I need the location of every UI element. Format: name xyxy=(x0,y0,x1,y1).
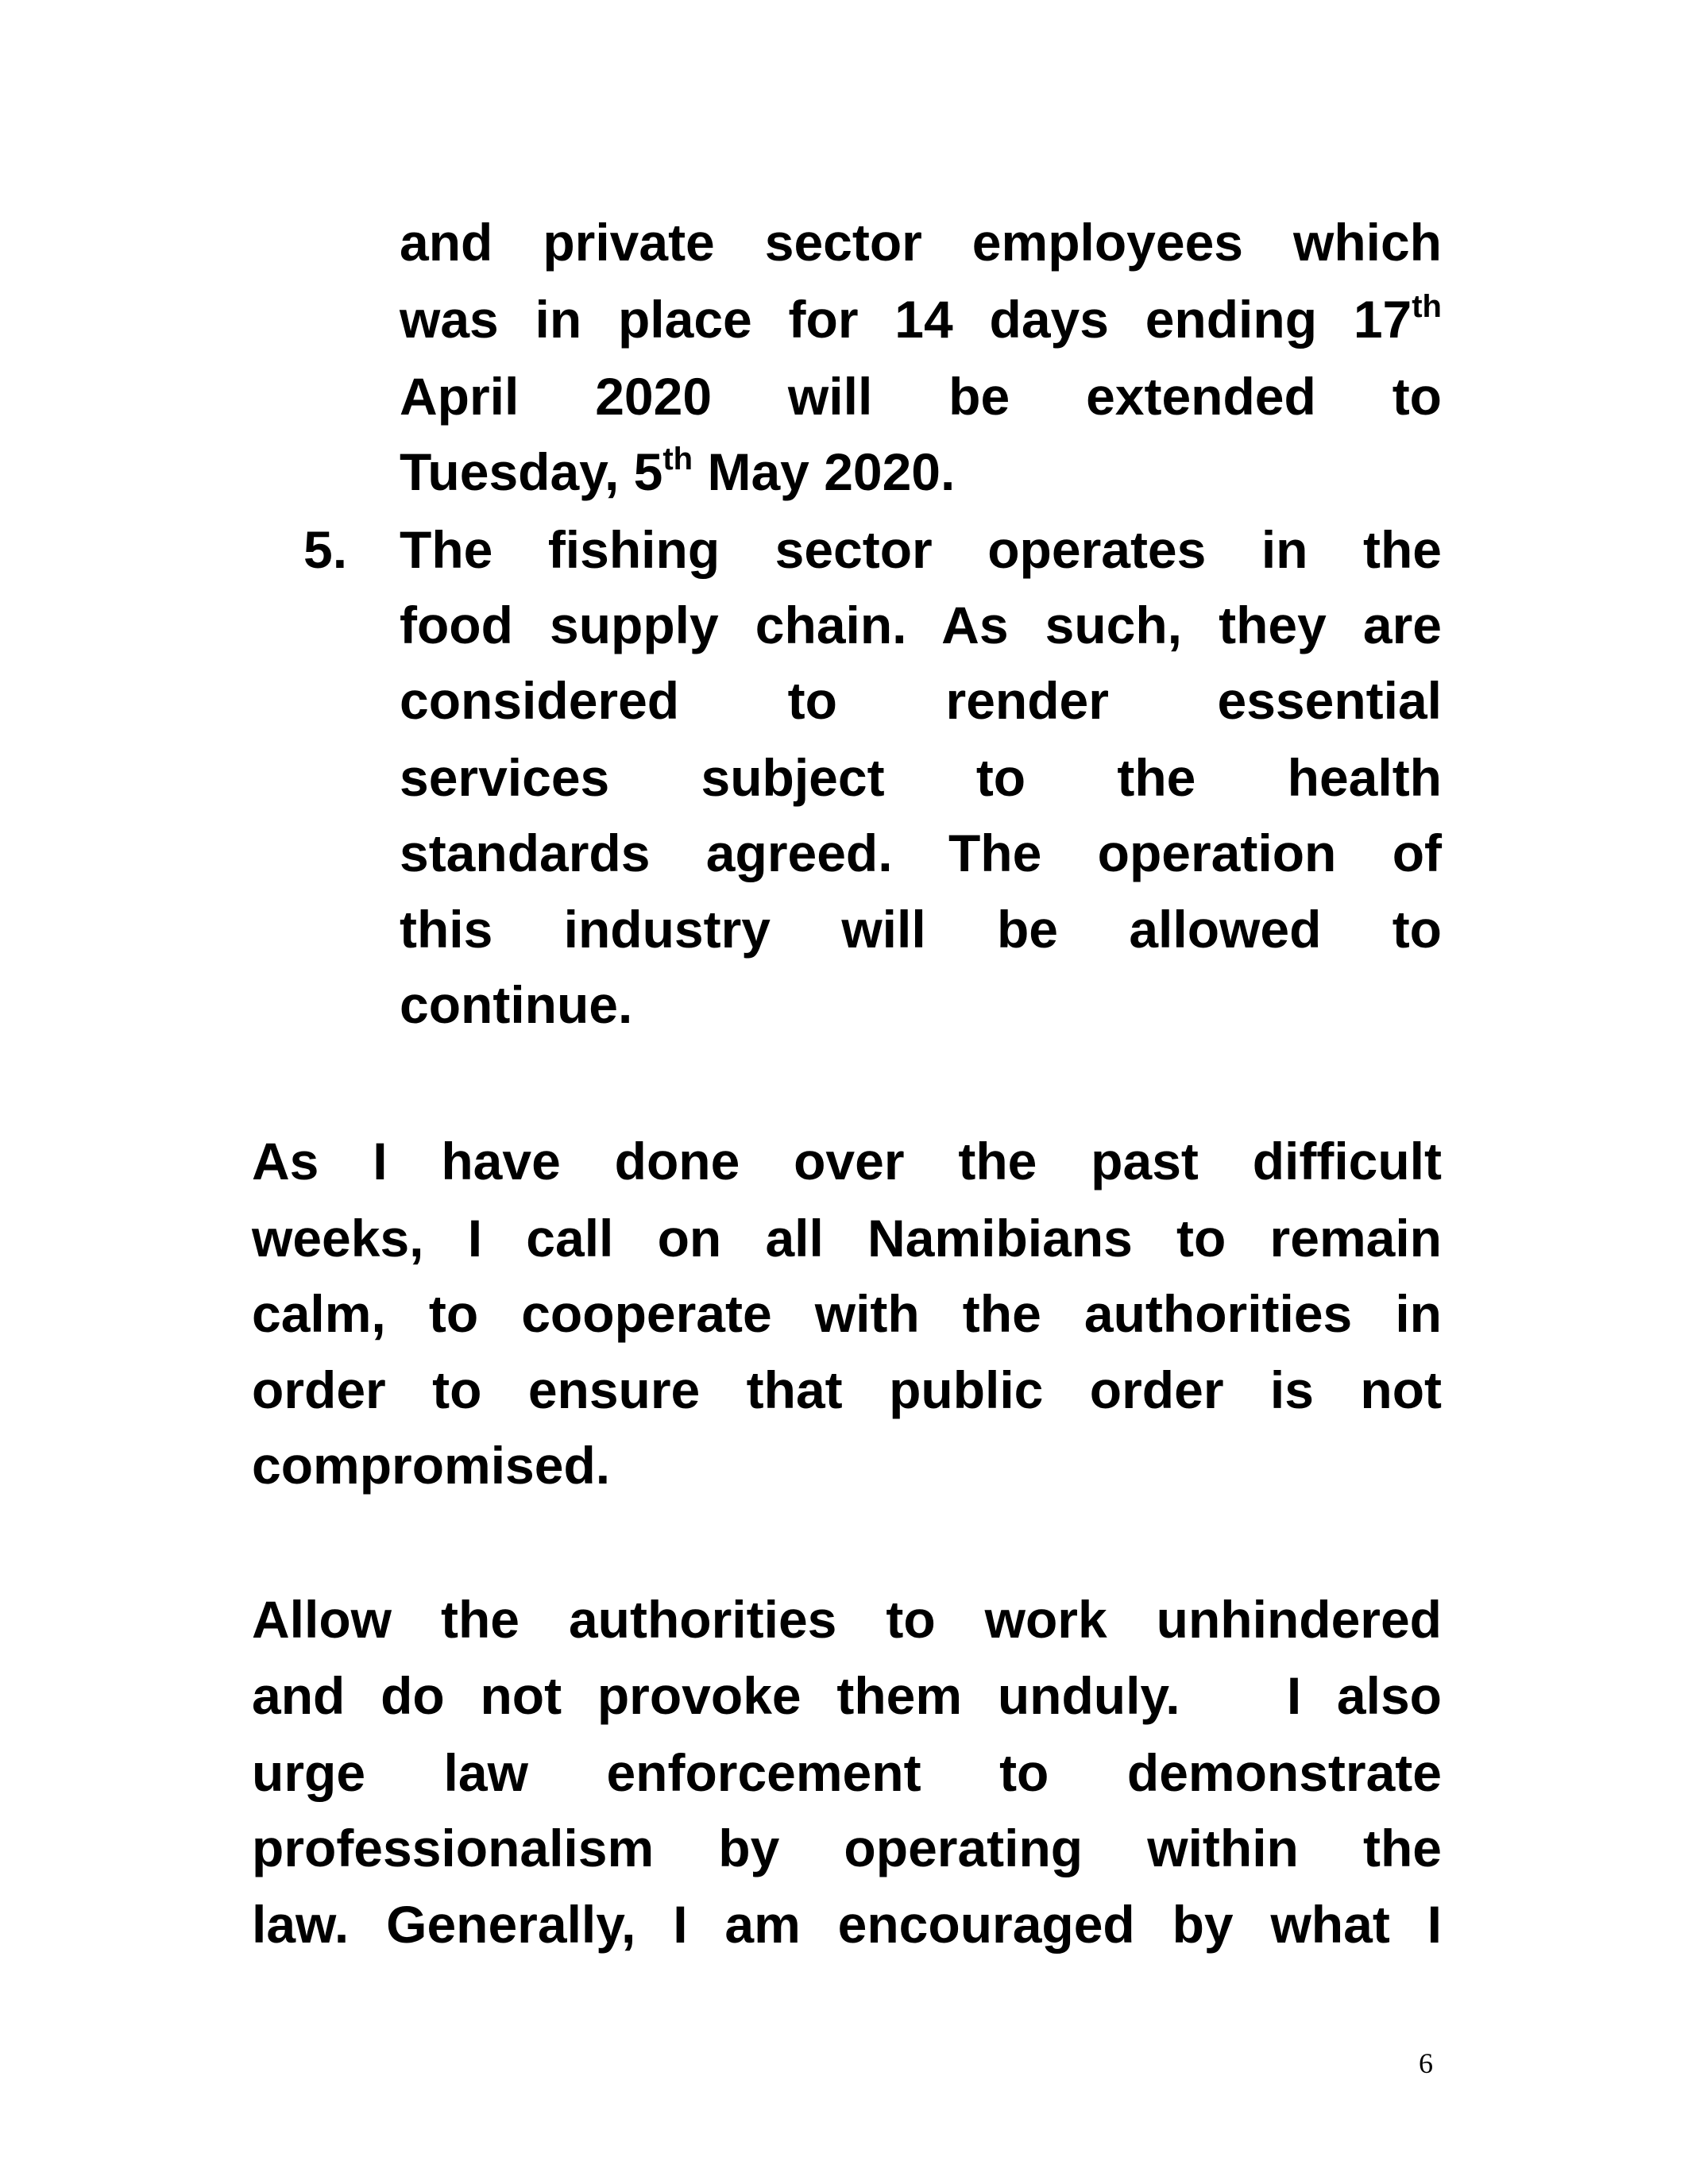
paragraph1-line-4: order to ensure that public order is not xyxy=(252,1360,1442,1419)
item5-line-5: standards agreed. The operation of xyxy=(400,824,1442,882)
paragraph2-line-4: professionalism by operating within the xyxy=(252,1819,1442,1877)
paragraph1-line-5: compromised. xyxy=(252,1436,611,1495)
paragraph2-line-2: and do not provoke them unduly. I also xyxy=(252,1666,1442,1725)
superscript-th: th xyxy=(662,442,693,477)
superscript-th: th xyxy=(1412,289,1442,324)
item5-line-1: The fishing sector operates in the xyxy=(400,520,1442,579)
item5-line-7: continue. xyxy=(400,975,633,1034)
item4-line-2 xyxy=(400,289,1442,357)
item4-line-4 xyxy=(400,442,1442,509)
paragraph1-line-1: As I have done over the past difficult xyxy=(252,1132,1442,1190)
item5-line-6: this industry will be allowed to xyxy=(400,900,1442,959)
item5-line-2: food supply chain. As such, they are xyxy=(400,596,1442,654)
item4-line-3: April 2020 will be extended to xyxy=(400,367,1442,426)
page-number: 6 xyxy=(1419,2047,1433,2079)
item4-line-1: and private sector employees which xyxy=(400,213,1442,272)
paragraph2-line-1: Allow the authorities to work unhindered xyxy=(252,1590,1442,1649)
item4-line-4-text: Tuesday, 5 xyxy=(400,442,663,501)
list-item-number: 5. xyxy=(303,520,348,579)
paragraph1-line-3: calm, to cooperate with the authorities in xyxy=(252,1284,1442,1343)
item5-line-3: considered to render essential xyxy=(400,671,1442,730)
item5-line-4: services subject to the health xyxy=(400,748,1442,807)
paragraph2-line-5: law. Generally, I am encouraged by what I xyxy=(252,1895,1442,1954)
paragraph1-line-2: weeks, I call on all Namibians to remain xyxy=(252,1209,1442,1268)
item4-line-2-text: was in place for 14 days ending 17 xyxy=(400,290,1412,349)
paragraph2-line-3: urge law enforcement to demonstrate xyxy=(252,1743,1442,1802)
item4-line-4-tail: May 2020. xyxy=(693,442,956,501)
